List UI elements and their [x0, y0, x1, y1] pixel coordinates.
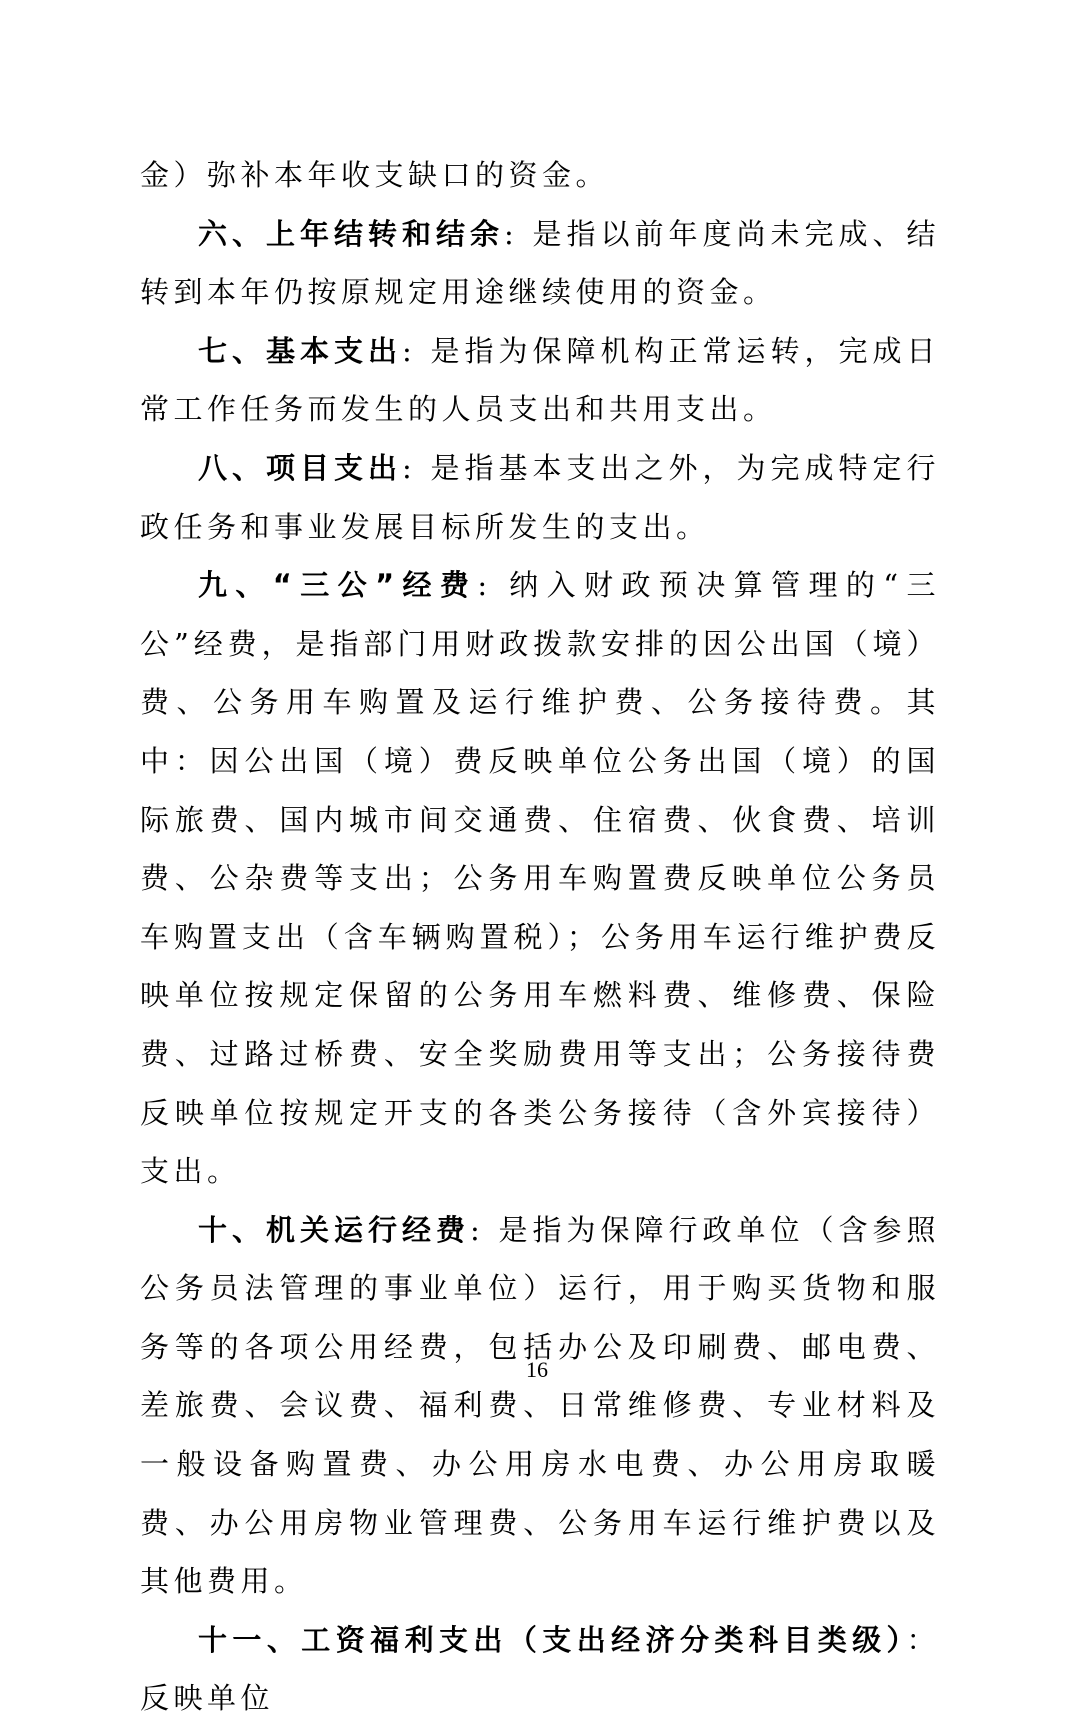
paragraph-continuation [140, 146, 940, 205]
paragraph-text: : 纳入财政预决算管理的“三公”经费，是指部门用财政拨款安排的因公出国（境）费、公务用车购置及运行维护费、公务接待费。其中：因公出国（境）费反映单位公务出国（境）的国际旅费、国内城市间交通费、住宿费、伙食费、培训费、公杂费等支出；公务用车购置费反映单位公务员车购置支出（含车辆购置税）；公务用车运行维护费反映单位按规定保留的公务用车燃料费、维修费、保险费、过路过桥费、安全奖励费用等支出；公务接待费反映单位按规定开支的各类公务接待（含外宾接待）支出。 [140, 568, 940, 1189]
paragraph-definition-7 [140, 322, 940, 439]
term-heading: 九、“三公”经费 [198, 568, 478, 603]
paragraph-text: : 是指基本支出之外，为完成特定行政任务和事业发展目标所发生的支出。 [140, 450, 940, 544]
page-number: 16 [526, 1357, 548, 1382]
term-heading: 七、基本支出 [198, 333, 402, 368]
term-heading: 八、项目支出 [198, 450, 402, 485]
paragraph-text: : 是指为保障机构正常运转，完成日常工作任务而发生的人员支出和共用支出。 [140, 333, 940, 427]
paragraph-text: ：反映单位 [140, 1622, 940, 1716]
paragraph-text: 金）弥补本年收支缺口的资金。 [140, 158, 610, 192]
paragraph-definition-9 [140, 556, 940, 1201]
paragraph-definition-11 [140, 1611, 940, 1728]
paragraph-text: : 是指以前年度尚未完成、结转到本年仍按原规定用途继续使用的资金。 [140, 216, 940, 310]
paragraph-definition-8 [140, 439, 940, 556]
body-text [140, 146, 940, 1728]
paragraph-text: : 是指为保障行政单位（含参照公务员法管理的事业单位）运行，用于购买货物和服务等的各项公用经费，包括办公及印刷费、邮电费、差旅费、会议费、福利费、日常维修费、专业材料及一般设备购置费、办公用房水电费、办公用房取暖费、办公用房物业管理费、公务用车运行维护费以及其他费用。 [140, 1212, 940, 1599]
paragraph-definition-10 [140, 1201, 940, 1611]
term-heading: 十一、工资福利支出（支出经济分类科目类级） [198, 1622, 907, 1657]
term-heading: 六、上年结转和结余 [198, 216, 504, 251]
paragraph-definition-6 [140, 205, 940, 322]
term-heading: 十、机关运行经费 [198, 1212, 470, 1247]
